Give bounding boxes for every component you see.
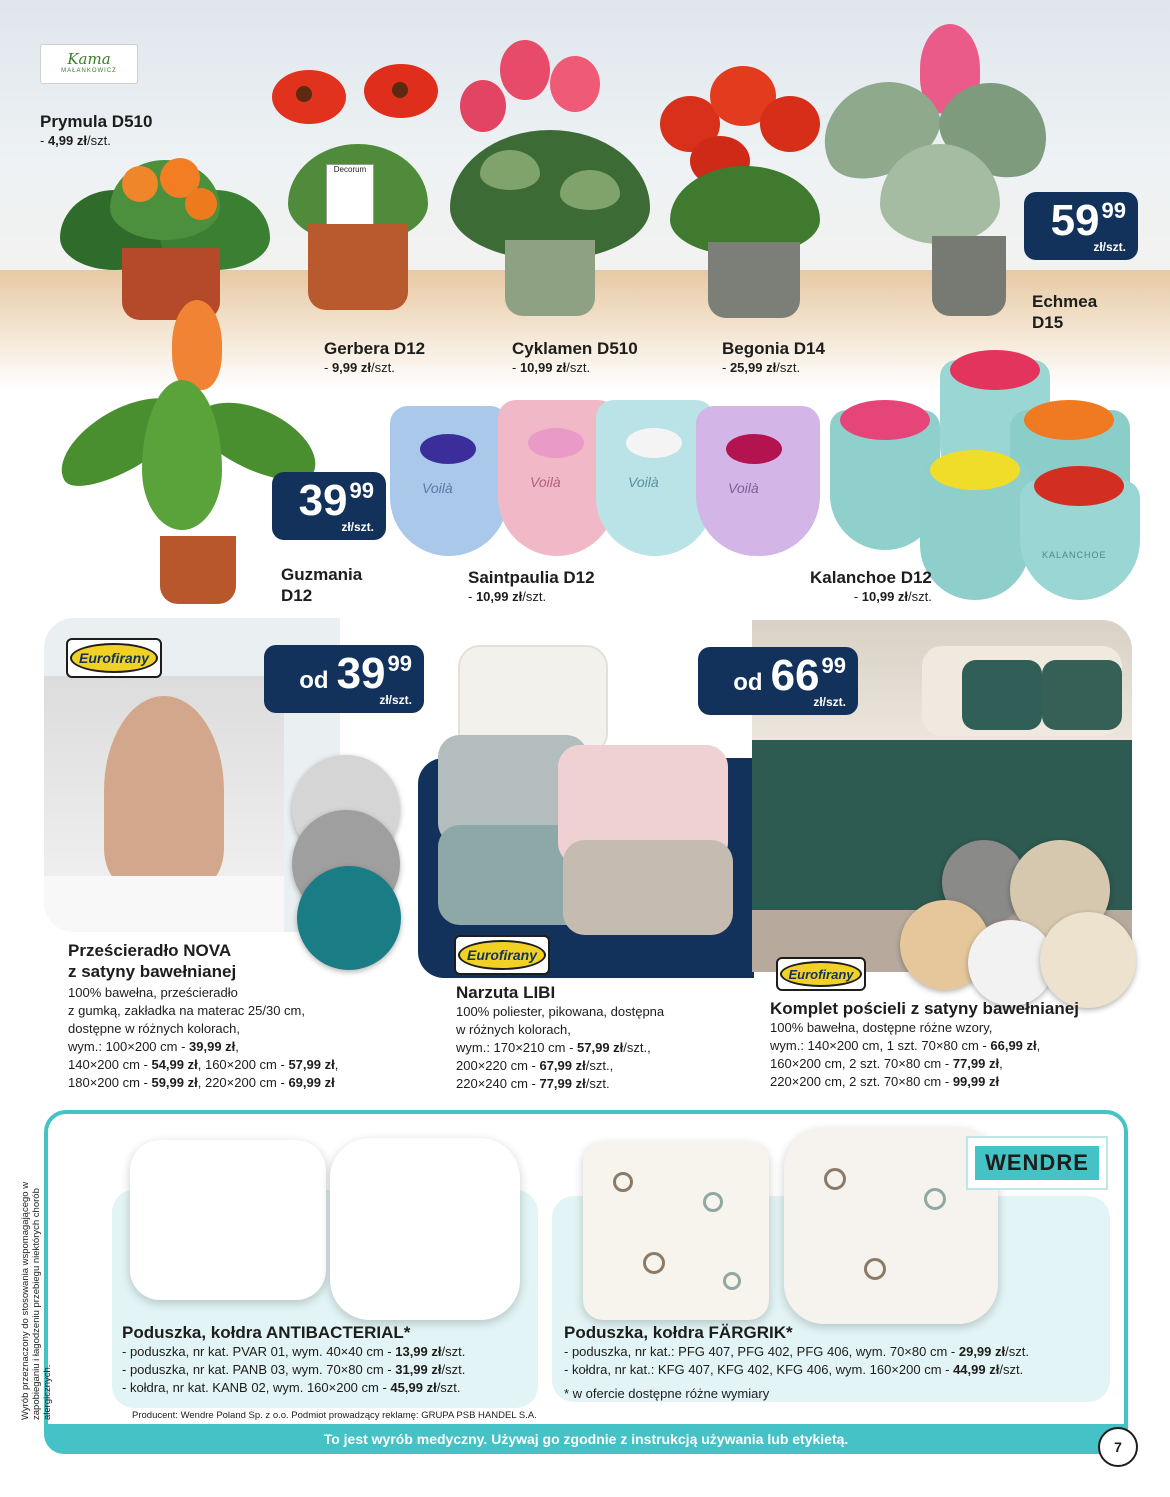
nova-text: Prześcieradło NOVA z satyny bawełnianej 100% bawełna, prześcieradło z gumką, zakładka na materac 25/30 cm, dostępne w różnych kolorach, wym.: 100×200 cm - 39,99 zł, 140×200 cm - 54,99 zł, 160×200 cm - 57,99 zł, 180×200 cm - 59,99 zł, 220×200 cm - 69,99 zł (68, 940, 398, 1092)
begonia-price: 25,99 zł (729, 360, 777, 375)
fargrik-title: Poduszka, kołdra FÄRGRIK* (564, 1323, 793, 1342)
cyklamen-plant-image (440, 40, 660, 320)
wendre-logo-text: WENDRE (975, 1146, 1099, 1180)
guzmania-plant-image (52, 300, 322, 606)
wendre-logo (966, 1136, 1108, 1190)
komplet-price-badge: od 66 99 zł/szt. (698, 647, 858, 715)
eurofirany-logo-libi: Eurofirany (454, 935, 550, 975)
antibacterial-text: Poduszka, kołdra ANTIBACTERIAL* - poduszka, nr kat. PVAR 01, wym. 40×40 cm - 13,99 zł/szt. - poduszka, nr kat. PANB 03, wym. 70×80 cm - 31,99 zł/szt. - kołdra, nr kat. KANB 02, wym. 160×200 cm - 45,99 zł/szt. (122, 1322, 542, 1397)
medical-notice: To jest wyrób medyczny. Używaj go zgodnie z instrukcją używania lub etykietą. (44, 1424, 1128, 1454)
producer-note: Producent: Wendre Poland Sp. z o.o. Podmiot prowadzący reklamę: GRUPA PSB HANDEL S.A. (132, 1410, 537, 1421)
gerbera-name: Gerbera D12 (324, 339, 426, 358)
allergy-note: Wyrób przeznaczony do stosowania wspomagającego w zapobieganiu i łagodzeniu przebiegu niektórych chorób alergicznych. (20, 1181, 53, 1420)
cyklamen-price: 10,99 zł (519, 360, 567, 375)
page-number: 7 (1098, 1427, 1138, 1467)
guzmania-text: Guzmania D12 (281, 565, 363, 605)
antibacterial-duvet-image (330, 1138, 520, 1320)
gerbera-text: Gerbera D12 - 9,99 zł/szt. (324, 339, 426, 375)
cyklamen-text: Cyklamen D510 - 10,99 zł/szt. (512, 339, 638, 375)
komplet-text: Komplet pościeli z satyny bawełnianej 100% bawełna, dostępne różne wzory, wym.: 140×200 cm, 1 szt. 70×80 cm - 66,99 zł, 160×200 cm, 2 szt. 70×80 cm - 77,99 zł, 220×200 cm, 2 szt. 70×80 cm - 99,99 zł (770, 998, 1130, 1091)
prymula-text: Prymula D510 - 4,99 zł/szt. (40, 112, 153, 148)
saintpaulia-price: 10,99 zł (475, 589, 523, 604)
saintpaulia-plant-image: Voilà Voilà Voilà Voilà (390, 396, 830, 564)
guzmania-price-badge: 39 99 zł/szt. (272, 472, 386, 540)
kalanchoe-price: 10,99 zł (861, 589, 909, 604)
libi-text: Narzuta LIBI 100% poliester, pikowana, dostępna w różnych kolorach, wym.: 170×210 cm - 57,99 zł/szt., 200×220 cm - 67,99 zł/szt., 220×240 cm - 77,99 zł/szt. (456, 982, 756, 1093)
pattern-swatch-cream (1040, 912, 1136, 1008)
kalanchoe-plant-image: KALANCHOE (830, 350, 1150, 604)
kama-logo (40, 44, 138, 84)
prymula-plant-image (60, 150, 270, 325)
eurofirany-logo-nova: Eurofirany (66, 638, 162, 678)
kama-logo-subtext: MAŁANKOWICZ (61, 68, 117, 74)
echmea-price-badge: 59 99 zł/szt. (1024, 192, 1138, 260)
antibacterial-title: Poduszka, kołdra ANTIBACTERIAL* (122, 1323, 411, 1342)
saintpaulia-text: Saintpaulia D12 - 10,99 zł/szt. (468, 568, 595, 604)
komplet-title: Komplet pościeli z satyny bawełnianej (770, 999, 1079, 1018)
fargrik-pillow-image (583, 1142, 769, 1320)
kalanchoe-name: Kalanchoe D12 (810, 568, 932, 587)
nova-price-badge: od 39 99 zł/szt. (264, 645, 424, 713)
antibacterial-pillow-image (130, 1140, 326, 1300)
kama-logo-text: Kama (67, 50, 111, 68)
footnote: * w ofercie dostępne różne wymiary (564, 1386, 770, 1401)
prymula-price: 4,99 zł (47, 133, 87, 148)
prymula-name: Prymula D510 (40, 112, 153, 131)
begonia-text: Begonia D14 - 25,99 zł/szt. (722, 339, 825, 375)
libi-title: Narzuta LIBI (456, 983, 556, 1002)
nova-title-line2: z satyny bawełnianej (68, 962, 237, 981)
begonia-name: Begonia D14 (722, 339, 825, 358)
kalanchoe-text: Kalanchoe D12 - 10,99 zł/szt. (810, 568, 932, 604)
saintpaulia-name: Saintpaulia D12 (468, 568, 595, 587)
gerbera-price: 9,99 zł (331, 360, 371, 375)
nova-title-line1: Prześcieradło NOVA (68, 941, 232, 960)
echmea-plant-image (820, 24, 1050, 320)
nova-photo (44, 676, 284, 932)
echmea-text: Echmea D15 (1032, 292, 1098, 332)
eurofirany-logo-komplet: Eurofirany (776, 957, 866, 991)
begonia-plant-image (660, 66, 830, 320)
cyklamen-name: Cyklamen D510 (512, 339, 638, 358)
gerbera-plant-image: Decorum (268, 64, 448, 314)
fargrik-text: Poduszka, kołdra FÄRGRIK* - poduszka, nr kat.: PFG 407, PFG 402, PFG 406, wym. 70×80 cm - 29,99 zł/szt. - kołdra, nr kat.: KFG 407, KFG 402, KFG 406, wym. 160×200 cm - 44,99 zł/szt. * w ofercie dostępne różne wymiary (564, 1322, 1124, 1403)
